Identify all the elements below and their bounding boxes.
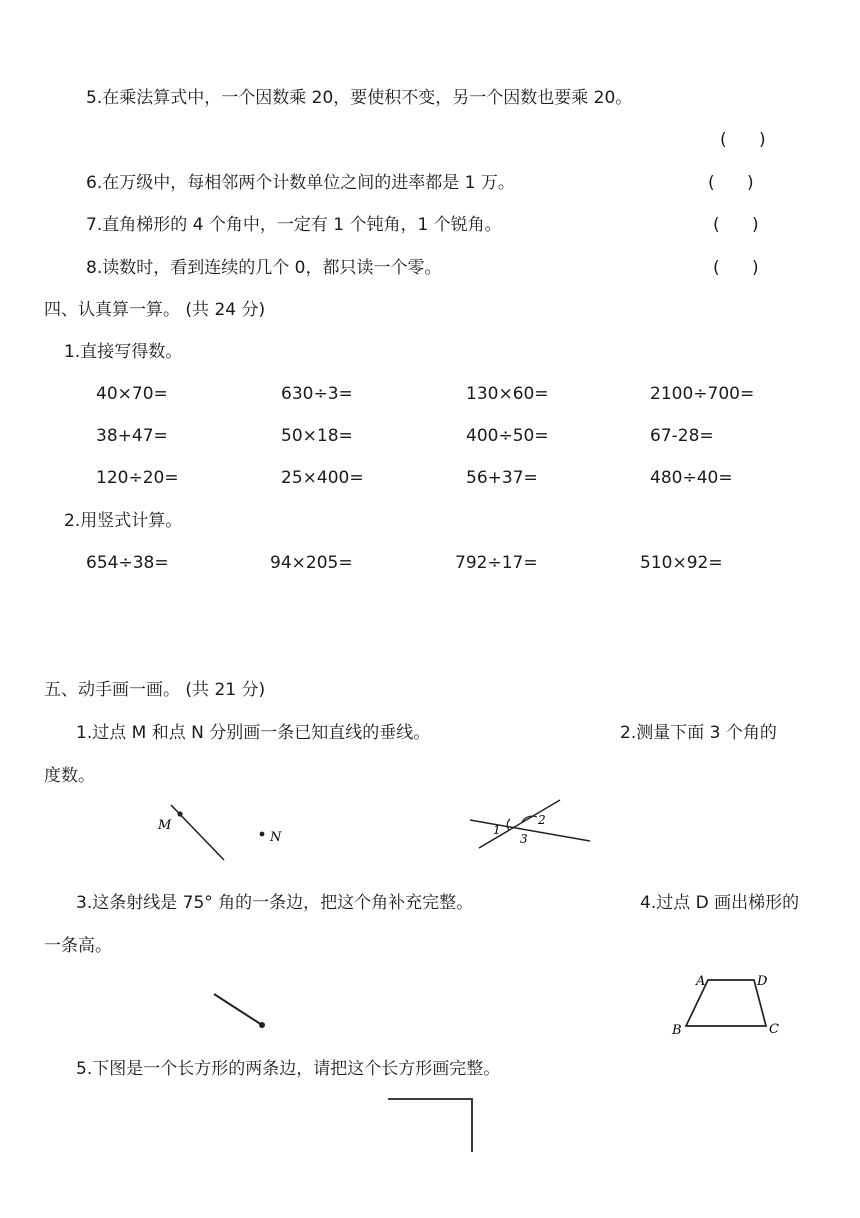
figure-three-angles xyxy=(465,798,595,853)
figure-trapezoid xyxy=(668,970,788,1040)
label-d: D xyxy=(757,974,768,989)
point-m xyxy=(177,811,182,816)
calc-item: 480÷40= xyxy=(650,468,733,488)
judge-item-6: 6.在万级中，每相邻两个计数单位之间的进率都是 1 万。 xyxy=(86,173,515,193)
vertical-calc-item: 510×92= xyxy=(640,553,723,573)
q5-1-text: 1.过点 M 和点 N 分别画一条已知直线的垂线。 xyxy=(76,723,431,743)
calc-item: 120÷20= xyxy=(96,468,179,488)
calc-item: 630÷3= xyxy=(281,384,353,404)
calc-item: 50×18= xyxy=(281,426,353,446)
answer-paren-7[interactable]: ( ) xyxy=(713,215,759,235)
vertical-calc-item: 94×205= xyxy=(270,553,353,573)
q5-2-text-cont: 度数。 xyxy=(44,766,95,786)
calc-item: 56+37= xyxy=(466,468,538,488)
angle-label-3: 3 xyxy=(520,832,528,846)
ray-endpoint xyxy=(259,1022,265,1028)
judge-item-7: 7.直角梯形的 4 个角中，一定有 1 个钝角，1 个锐角。 xyxy=(86,215,502,235)
figure-ray xyxy=(210,990,270,1030)
section-4-title: 四、认真算一算。 (共 24 分) xyxy=(44,300,266,320)
q5-4-text: 4.过点 D 画出梯形的 xyxy=(640,893,800,913)
figure-rectangle-sides xyxy=(384,1094,484,1159)
angle-label-1: 1 xyxy=(493,823,501,837)
figure-line-m-n xyxy=(155,803,295,863)
label-n: N xyxy=(270,830,282,845)
section-5-title: 五、动手画一画。 (共 21 分) xyxy=(44,680,266,700)
label-m: M xyxy=(158,818,172,833)
calc-item: 38+47= xyxy=(96,426,168,446)
label-b: B xyxy=(672,1023,682,1038)
angle-label-2: 2 xyxy=(538,813,546,827)
q5-4-text-cont: 一条高。 xyxy=(44,936,112,956)
answer-paren-6[interactable]: ( ) xyxy=(708,173,754,193)
calc-item: 400÷50= xyxy=(466,426,549,446)
q5-2-text: 2.测量下面 3 个角的 xyxy=(620,723,777,743)
label-a: A xyxy=(696,974,706,989)
label-c: C xyxy=(769,1022,779,1037)
point-n xyxy=(260,832,265,837)
q4-1-label: 1.直接写得数。 xyxy=(64,342,183,362)
vertical-calc-item: 792÷17= xyxy=(455,553,538,573)
calc-item: 130×60= xyxy=(466,384,549,404)
calc-item: 2100÷700= xyxy=(650,384,755,404)
q5-3-text: 3.这条射线是 75° 角的一条边，把这个角补充完整。 xyxy=(76,893,474,913)
calc-item: 25×400= xyxy=(281,468,364,488)
judge-item-5: 5.在乘法算式中，一个因数乘 20，要使积不变，另一个因数也要乘 20。 xyxy=(86,88,633,108)
q4-2-label: 2.用竖式计算。 xyxy=(64,511,183,531)
calc-item: 40×70= xyxy=(96,384,168,404)
answer-paren-8[interactable]: ( ) xyxy=(713,258,759,278)
answer-paren-5[interactable]: ( ) xyxy=(720,130,766,150)
calc-item: 67-28= xyxy=(650,426,714,446)
q5-5-text: 5.下图是一个长方形的两条边，请把这个长方形画完整。 xyxy=(76,1059,501,1079)
judge-item-8: 8.读数时，看到连续的几个 0，都只读一个零。 xyxy=(86,258,442,278)
vertical-calc-item: 654÷38= xyxy=(86,553,169,573)
